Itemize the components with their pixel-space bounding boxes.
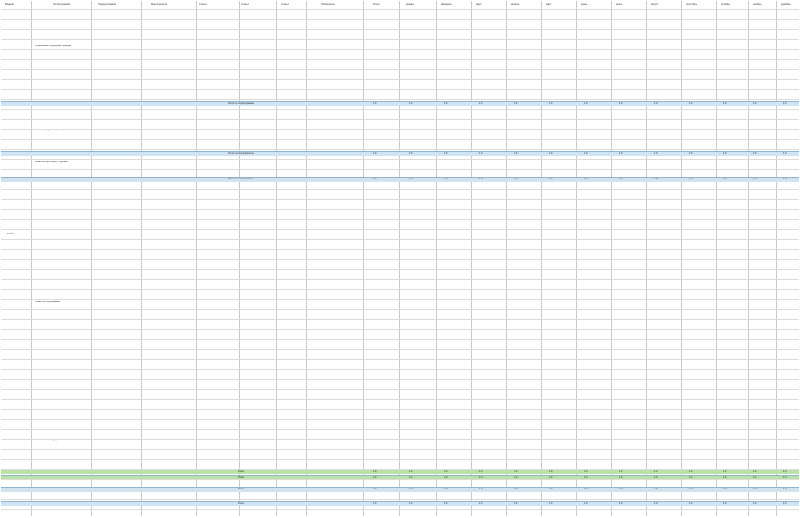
row-value: 1.0 (373, 470, 377, 473)
budget-label: Итого (7, 233, 14, 235)
row-value: 1.0 (584, 502, 588, 505)
row-value: 1.0 (373, 178, 377, 181)
row-value: 1.0 (723, 152, 727, 155)
grid-line (1, 89, 799, 90)
row-value: 1.0 (549, 488, 553, 491)
row-value: 1.0 (619, 102, 623, 105)
grid-line (1, 69, 799, 70)
row-value: 1.0 (783, 470, 787, 473)
row-value: 1.0 (549, 102, 553, 105)
row-value: 1.0 (479, 102, 483, 105)
row-value: 1.0 (479, 178, 483, 181)
row-value: 1.0 (689, 152, 693, 155)
row-value: 1.0 (444, 102, 448, 105)
grid-line (1, 79, 799, 80)
grid-line (1, 339, 799, 340)
header-sep: сентябрь (686, 3, 698, 6)
grid-line (1, 149, 799, 150)
row-value: 1.0 (444, 470, 448, 473)
grid-line (1, 419, 799, 420)
row-value: 1.0 (783, 488, 787, 491)
row-value: 1.0 (619, 152, 623, 155)
row-value: 1.0 (619, 178, 623, 181)
row-value: 1.0 (549, 178, 553, 181)
grid-line (1, 49, 799, 50)
row-value: 1.0 (373, 102, 377, 105)
header-article-1: Статья (199, 3, 208, 6)
row-value: 1.0 (783, 102, 787, 105)
header-total: Итого (373, 3, 380, 6)
grid-line (1, 229, 799, 230)
row-value: 1.0 (753, 488, 757, 491)
header-apr: апрель (511, 3, 520, 6)
grid-line (1, 209, 799, 210)
row-value: 1.0 (753, 502, 757, 505)
row-value: 1.0 (514, 488, 518, 491)
grid-line (1, 29, 799, 30)
grid-line (1, 199, 799, 200)
row-value: 1.0 (584, 488, 588, 491)
row-value: 1.0 (654, 102, 658, 105)
row-value: 1.0 (514, 476, 518, 479)
row-value: 1.0 (723, 476, 727, 479)
table-row (1, 151, 799, 156)
grid-line (1, 269, 799, 270)
row-value: 1.0 (584, 470, 588, 473)
row-value: 1.0 (619, 502, 623, 505)
grid-line (1, 439, 799, 440)
row-value: 1.0 (689, 502, 693, 505)
row-value: 1.0 (373, 476, 377, 479)
row-value: 1.0 (584, 476, 588, 479)
row-value: 1.0 (444, 488, 448, 491)
row-value: 1.0 (783, 178, 787, 181)
grid-line (1, 259, 799, 260)
row-value: 1.0 (479, 152, 483, 155)
grid-line (1, 109, 799, 110)
grid-line (1, 499, 799, 500)
row-label: Итого (237, 476, 245, 479)
row-label: Итого (237, 470, 245, 473)
row-value: 1.0 (654, 470, 658, 473)
row-value: 1.0 (409, 102, 413, 105)
row-value: 1.0 (783, 502, 787, 505)
spreadsheet (1, 1, 799, 516)
row-value: 1.0 (723, 488, 727, 491)
row-value: 1.0 (549, 502, 553, 505)
row-value: 1.0 (654, 488, 658, 491)
row-value: 1.0 (753, 470, 757, 473)
grid-line (1, 139, 799, 140)
header-article-2: Статья (241, 3, 250, 6)
grid-line (1, 159, 799, 160)
row-label: Итого (237, 502, 245, 505)
program-label: Социальная поддержка граждан (35, 45, 72, 47)
grid-line (1, 489, 799, 490)
row-value: 1.0 (619, 470, 623, 473)
grid-line (1, 59, 799, 60)
grid-line (1, 369, 799, 370)
grid-line (1, 509, 799, 510)
row-value: 1.0 (444, 476, 448, 479)
table-row (1, 501, 799, 506)
row-value: 1.0 (689, 178, 693, 181)
grid-line (1, 179, 799, 180)
row-value: 1.0 (584, 178, 588, 181)
grid-line (1, 99, 799, 100)
header-article-3: Статья (281, 3, 290, 6)
row-value: 1.0 (409, 476, 413, 479)
row-value: 1.0 (753, 102, 757, 105)
grid-line (1, 279, 799, 280)
grid-line (1, 399, 799, 400)
header-indicator: Показатель (321, 3, 335, 6)
row-value: 1.0 (619, 476, 623, 479)
program-label: Развитие культуры и туризма (35, 161, 68, 163)
header-jun: июнь (581, 3, 588, 6)
grid-line (1, 379, 799, 380)
grid-line (1, 19, 799, 20)
row-value: 1.0 (409, 470, 413, 473)
grid-line (1, 289, 799, 290)
grid-line (1, 119, 799, 120)
grid-line (1, 169, 799, 170)
row-value: 1.0 (654, 476, 658, 479)
grid-line (1, 249, 799, 250)
row-label: Итого по госпрограмме (228, 178, 254, 181)
row-value: 1.0 (514, 502, 518, 505)
header-aug: август (651, 3, 659, 6)
grid-line (1, 309, 799, 310)
row-value: 1.0 (619, 488, 623, 491)
row-value: 1.0 (723, 502, 727, 505)
row-value: 1.0 (549, 476, 553, 479)
row-label: Итого по подпрограмме (227, 102, 255, 105)
row-value: 1.0 (444, 152, 448, 155)
grid-line (1, 479, 799, 480)
header-nov: ноябрь (753, 3, 762, 6)
program-label: Социальная поддержка (35, 439, 62, 441)
grid-line (1, 219, 799, 220)
program-label: Развитие здравоохранения (35, 129, 66, 131)
row-value: 1.0 (479, 476, 483, 479)
row-label: Итого по мероприятию (228, 152, 254, 155)
row-value: 1.0 (723, 178, 727, 181)
row-value: 1.0 (514, 470, 518, 473)
grid-line (1, 469, 799, 470)
grid-line (1, 359, 799, 360)
row-value: 1.0 (409, 152, 413, 155)
grid-line (1, 129, 799, 130)
header-event: Мероприятие (151, 3, 168, 6)
header-feb: февраль (441, 3, 452, 6)
row-value: 1.0 (783, 152, 787, 155)
row-value: 1.0 (409, 488, 413, 491)
row-value: 1.0 (723, 102, 727, 105)
row-value: 1.0 (689, 470, 693, 473)
grid-line (1, 9, 799, 10)
header-oct: октябрь (721, 3, 731, 6)
grid-line (1, 39, 799, 40)
row-value: 1.0 (409, 502, 413, 505)
program-label: Развитие образования (35, 301, 61, 303)
grid-line (1, 299, 799, 300)
row-value: 1.0 (689, 476, 693, 479)
grid-line (1, 409, 799, 410)
row-label: Итого (237, 488, 245, 491)
grid-line (1, 189, 799, 190)
grid-line (1, 329, 799, 330)
row-value: 1.0 (373, 502, 377, 505)
grid-line (1, 349, 799, 350)
row-value: 1.0 (479, 470, 483, 473)
row-value: 1.0 (753, 476, 757, 479)
row-value: 1.0 (654, 152, 658, 155)
row-value: 1.0 (654, 178, 658, 181)
header-may: май (546, 3, 551, 6)
row-value: 1.0 (584, 102, 588, 105)
grid-line (1, 389, 799, 390)
row-value: 1.0 (753, 152, 757, 155)
row-value: 1.0 (514, 152, 518, 155)
row-value: 1.0 (654, 502, 658, 505)
row-value: 1.0 (689, 102, 693, 105)
grid-line (1, 429, 799, 430)
grid-line (1, 459, 799, 460)
table-row (1, 101, 799, 106)
header-jan: январь (406, 3, 415, 6)
row-value: 1.0 (444, 178, 448, 181)
header-program: Госпрограмма (53, 3, 71, 6)
row-value: 1.0 (479, 502, 483, 505)
row-value: 1.0 (783, 476, 787, 479)
header-jul: июль (616, 3, 623, 6)
header-subprogram: Подпрограмма (98, 3, 116, 6)
grid-line (1, 319, 799, 320)
header-dec: декабрь (781, 3, 791, 6)
grid-line (1, 239, 799, 240)
grid-line (1, 449, 799, 450)
header-budget: Бюджет (5, 3, 15, 6)
row-value: 1.0 (549, 152, 553, 155)
row-value: 1.0 (479, 488, 483, 491)
row-value: 1.0 (549, 470, 553, 473)
row-value: 1.0 (409, 178, 413, 181)
row-value: 1.0 (444, 502, 448, 505)
row-value: 1.0 (753, 178, 757, 181)
row-value: 1.0 (514, 178, 518, 181)
row-value: 1.0 (689, 488, 693, 491)
row-value: 1.0 (514, 102, 518, 105)
row-value: 1.0 (723, 470, 727, 473)
row-value: 1.0 (373, 152, 377, 155)
row-value: 1.0 (373, 488, 377, 491)
row-value: 1.0 (584, 152, 588, 155)
header-mar: март (476, 3, 482, 6)
